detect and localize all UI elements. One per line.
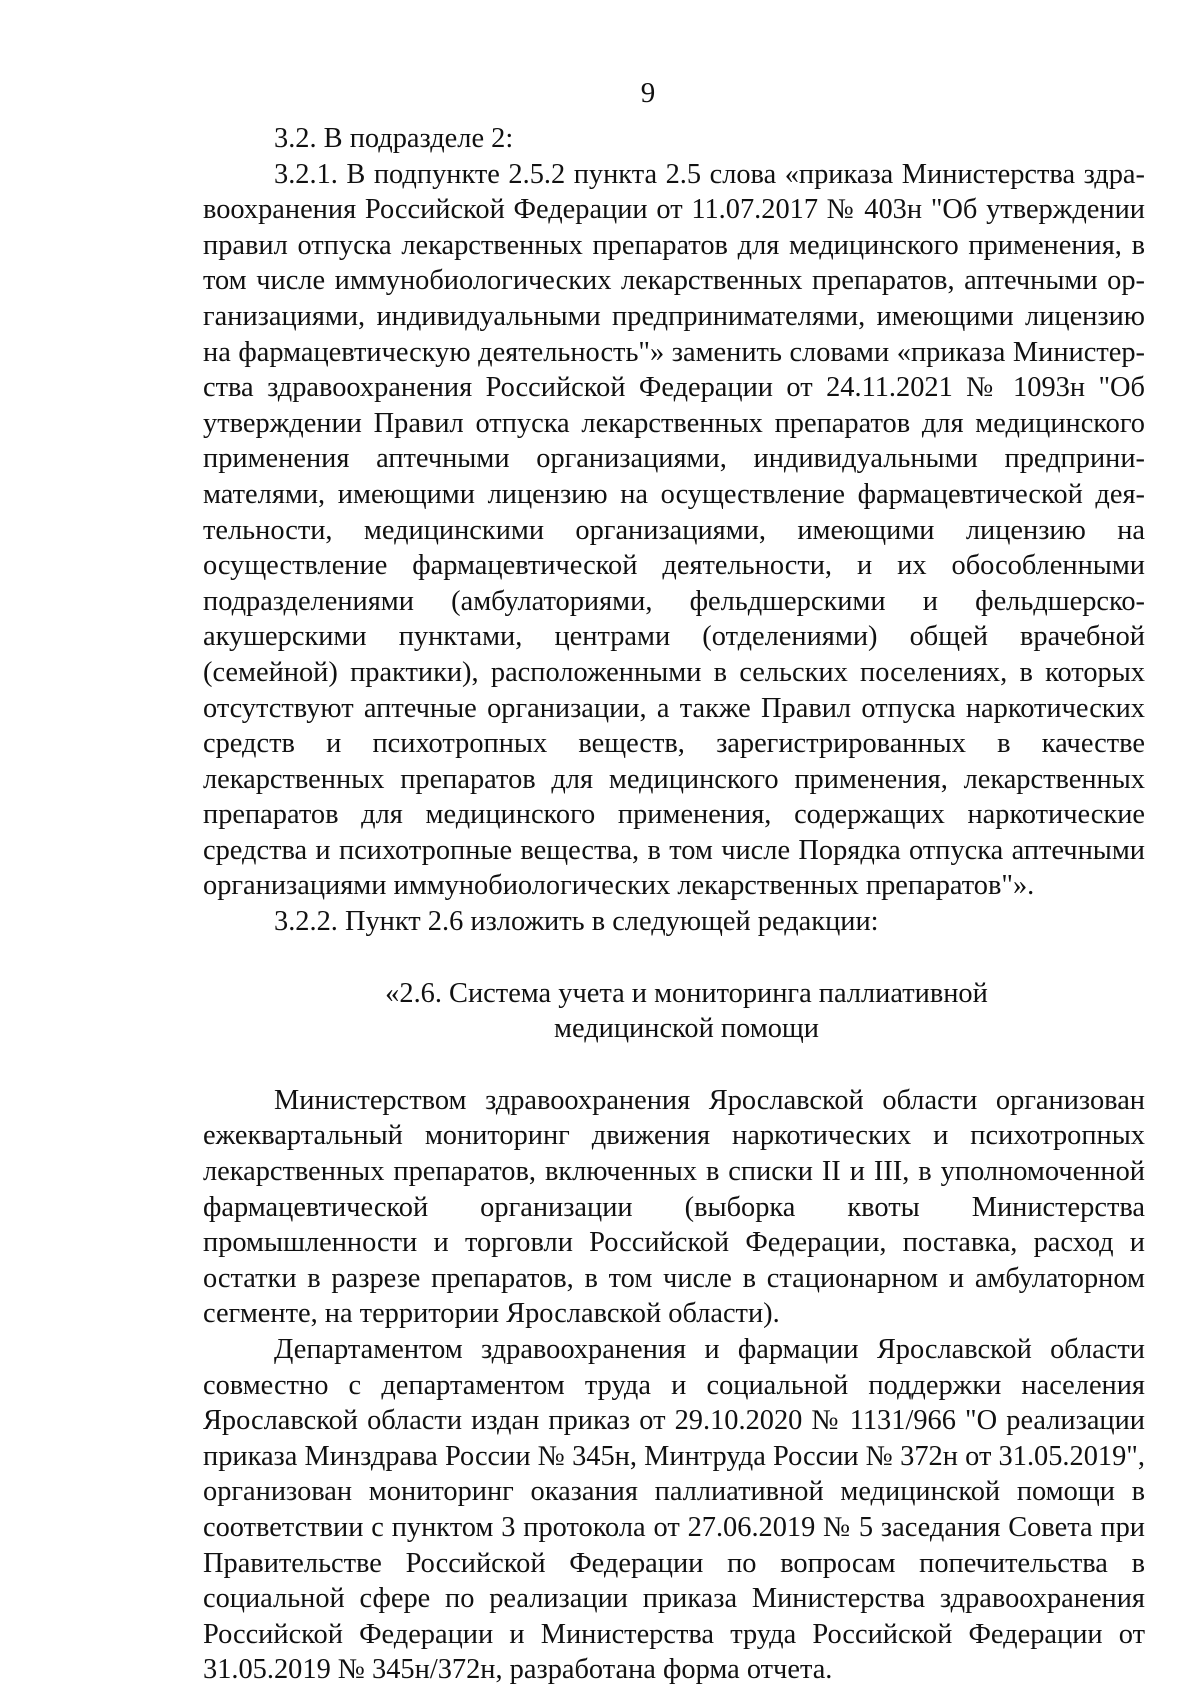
paragraph-department-order: Департаментом здравоохранения и фармации Ярославской области совместно с департаментом труда и социальной поддержки населения Ярославской области издан приказ от 29.10.2020 № 1131/966 "О реализации приказа Минздрава России № 345н, Минтруда России № 372н от 31.05.2019", организован мониторинг оказания паллиативной медицинской помощи в соответствии с пунктом 3 протокола от 27.06.2019 № 5 заседания Совета при Правительстве Российской Федерации по вопросам попечительства в социальной сфере по реализации приказа Министерства здравоохранения Российской Федерации и Министерства труда Российской Федерации от 31.05.2019 № 345н/372н, разработана форма отчета. — [203, 1334, 1145, 1686]
section-title — [203, 976, 1145, 1047]
paragraph-3-2-2: 3.2.2. Пункт 2.6 изложить в следующей редакции: — [274, 906, 879, 938]
section-title-line-1: «2.6. Система учета и мониторинга паллиативной — [385, 977, 988, 1009]
section-spacer — [203, 1047, 1145, 1083]
paragraph-3-2: 3.2. В подразделе 2: — [274, 123, 514, 154]
paragraph-3-2-1: 3.2.1. В подпункте 2.5.2 пункта 2.5 слова «приказа Министерства здравоохранения Российской Федерации от 11.07.2017 № 403н "Об утверждении правил отпуска лекарственных препаратов для медицинского применения, в том числе иммунобиологических лекарственных препаратов, аптечными организациями, индивидуальными предпринимателями, имеющими лицензию на фармацевтическую деятельность"» заменить словами «приказа Министерства здравоохранения Российской Федерации от 24.11.2021 № 1093н "Об утверждении Правил отпуска лекарственных препаратов для медицинского применения аптечными организациями, индивидуальными предпринимателями, имеющими лицензию на осуществление фармацевтической деятельности, медицинскими организациями, имеющими лицензию на осуществление фармацевтической деятельности, и их обособленными подразделениями (амбулаториями, фельдшерскими и фельдшерско-акушерскими пунктами, центрами (отделениями) общей врачебной (семейной) практики), расположенными в сельских поселениях, в которых отсутствуют аптечные организации, а также Правил отпуска наркотических средств и психотропных веществ, зарегистрированных в качестве лекарственных препаратов для медицинского применения, лекарственных препаратов для медицинского применения, содержащих наркотические средства и психотропные вещества, в том числе Порядка отпуска аптечными организациями иммунобиологических лекарственных препаратов"». — [203, 158, 1145, 902]
page-number: 9 — [640, 77, 656, 109]
paragraph-monitoring: Министерством здравоохранения Ярославской области организован ежеквартальный мониторинг движения наркотических и психотропных лекарственных препаратов, включенных в списки II и III, в уполномоченной фармацевтической организации (выборка квоты Министерства промышленности и торговли Российской Федерации, поставка, расход и остатки в разрезе препаратов, в том числе в стационарном и амбулаторном сегменте, на территории Ярославской области). — [203, 1084, 1145, 1330]
section-title-line-2: медицинской помощи — [554, 1013, 819, 1045]
document-body — [203, 121, 1145, 1688]
